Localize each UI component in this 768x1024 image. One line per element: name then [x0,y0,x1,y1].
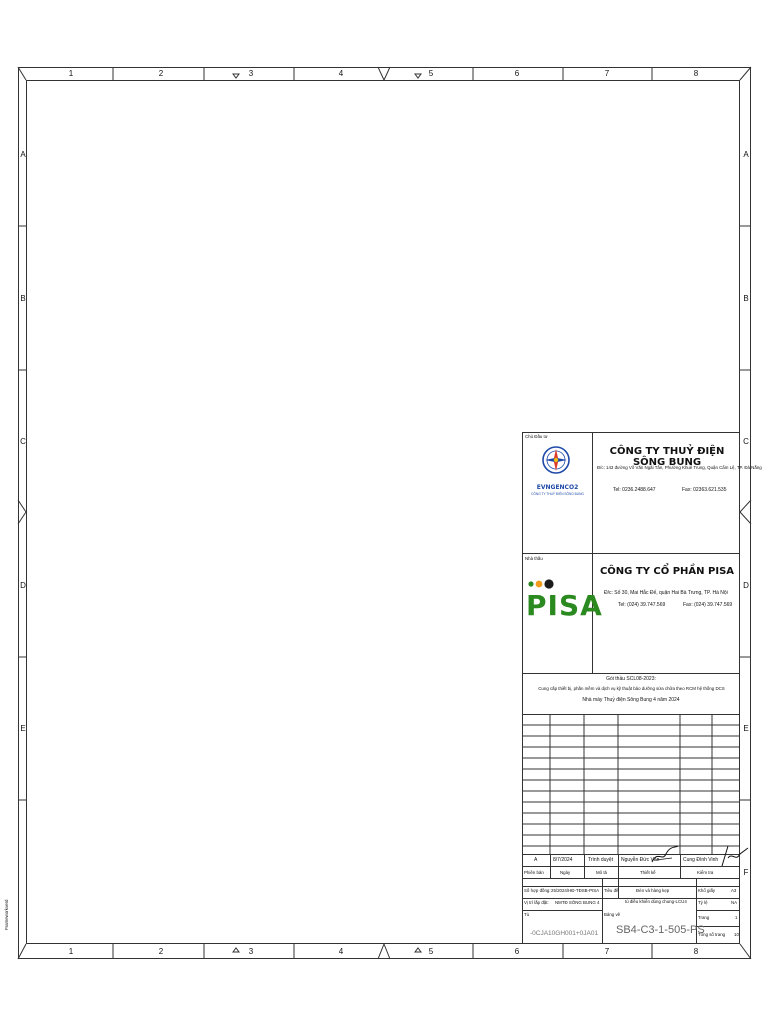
title-line-1: Đèn và hàng kẹp [636,888,670,893]
row-label-c-right: C [743,437,749,446]
title-line-2: tủ điều khiển dùng chung-LCU4 [625,899,687,904]
rev-col-2 [584,854,585,878]
rev-value: A [534,857,538,863]
col-label-4: 4 [338,69,344,78]
scale-label: Tỷ lệ [698,900,708,905]
evn-logo-text: EVNGENCO2 [536,484,579,491]
kks-label: Tủ [524,912,530,917]
drawing-number: SB4-C3-1-505-PS [616,924,705,936]
side-label: Frameworkverd [4,899,9,930]
owner-label: Chủ Đầu tư [525,434,548,439]
pisa-logo: PISA [526,589,603,622]
col-label-6-bottom: 6 [514,947,520,956]
paper-label: Khổ giấy [698,888,716,893]
package-line-3: Nhà máy Thuỷ điện Sông Bung 4 năm 2024 [582,697,680,703]
package-line-1: Gói thầu SCL08-2023: [606,676,656,682]
rev-col-4 [680,854,681,878]
col-label-8: 8 [693,69,699,78]
header-description: Mô tả [596,870,607,875]
checker-signature-icon [718,840,750,870]
contractor-tel: Tel: (024) 39.747.569 [618,602,666,608]
rev-status: Trình duyệt [588,857,614,863]
rev-row-mid [522,866,740,867]
col-label-7-bottom: 7 [604,947,610,956]
total-pages-value: 10 [734,932,739,937]
info-row-3-left [522,910,602,911]
col-label-3-bottom: 3 [248,947,254,956]
scale-value: NA [731,900,738,905]
rev-designer: Nguyễn Đức Vân [621,857,660,863]
rev-date: 8/7/2024 [553,857,573,863]
row-label-e: E [20,724,26,733]
page-label: Trang [698,915,710,920]
evn-logo-sub: CÔNG TY THUỶ ĐIỆN SÔNG BUNG [531,492,584,496]
rev-col-3 [618,854,619,878]
evn-logo-icon [540,444,572,476]
col-label-3: 3 [248,69,254,78]
tb-divider-owner [522,553,740,554]
tb-divider-contractor [522,673,740,674]
row-label-a: A [20,150,26,159]
contractor-address: Đ/c: Số 30, Mai Hắc Đế, quận Hai Bà Trưng, TP. Hà Nội [604,590,728,596]
drawing-label: Bảng vẽ [604,912,621,917]
info-row-1 [522,886,740,887]
col-label-6: 6 [514,69,520,78]
rev-col-1 [550,854,551,878]
col-label-1-bottom: 1 [68,947,74,956]
col-label-1: 1 [68,69,74,78]
col-label-7: 7 [604,69,610,78]
row-label-b: B [20,294,26,303]
designer-signature-icon [650,844,680,866]
owner-fax: Fax: 02363.621.535 [682,487,727,493]
rev-checker: Cung Đình Vinh [683,857,719,863]
owner-address: Đ/c: 143 đường Võ Văn Ngãi Tân, Phường Khuê Trung, Quận Cẩm Lệ, TP. Đà Nẵng [597,465,762,470]
rev-row-bottom [522,878,740,879]
contract-label: Số hợp đồng: [524,888,551,893]
header-checker: Kiểm tra [697,870,714,875]
tb-divider-logo [592,432,593,673]
revision-grid [522,714,740,854]
contractor-fax: Fax: (024) 39.747.569 [683,602,733,608]
contractor-label: Nhà thầu [525,556,543,561]
location-value: NMTĐ SÔNG BUNG 4 [555,900,600,905]
col-label-5-bottom: 5 [428,947,434,956]
row-label-f-right: F [743,868,749,877]
header-date: Ngày [560,870,571,875]
location-label: Vị trí lắp đặt: [524,900,549,905]
header-version: Phiên bản [524,870,544,875]
page-value: 1 [735,915,738,920]
col-label-5: 5 [428,69,434,78]
owner-company: CÔNG TY THUỶ ĐIỆN SÔNG BUNG [609,446,725,468]
package-line-2: Cung cấp thiết bị, phần mềm và dịch vụ kỹ thuật bảo dưỡng sửa chữa theo RCM hệ thống DCS [538,686,725,691]
contract-number: 25/2024/HĐ-TĐSB-PISA [551,888,600,893]
col-label-4-bottom: 4 [338,947,344,956]
row-label-d-right: D [743,581,749,590]
col-label-2: 2 [158,69,164,78]
row-label-b-right: B [743,294,749,303]
info-row-3-right [696,910,740,911]
col-label-2-bottom: 2 [158,947,164,956]
rev-row-top [522,854,740,855]
row-label-e-right: E [743,724,749,733]
title-label: Tiêu đề [604,888,619,893]
row-label-c: C [20,437,26,446]
contractor-company: CÔNG TY CỔ PHẦN PISA [599,566,735,577]
row-label-d: D [20,581,26,590]
row-label-a-right: A [743,150,749,159]
total-pages-label: Tổng số trang [698,932,726,937]
header-designer: Thiết kế [640,870,656,875]
col-label-8-bottom: 8 [693,947,699,956]
info-col-1 [602,878,603,944]
owner-tel: Tel: 0236.2488.647 [613,487,656,493]
paper-size: A3 [731,888,737,893]
kks-value: -0CJA10GH001+0JA01 [530,930,599,937]
